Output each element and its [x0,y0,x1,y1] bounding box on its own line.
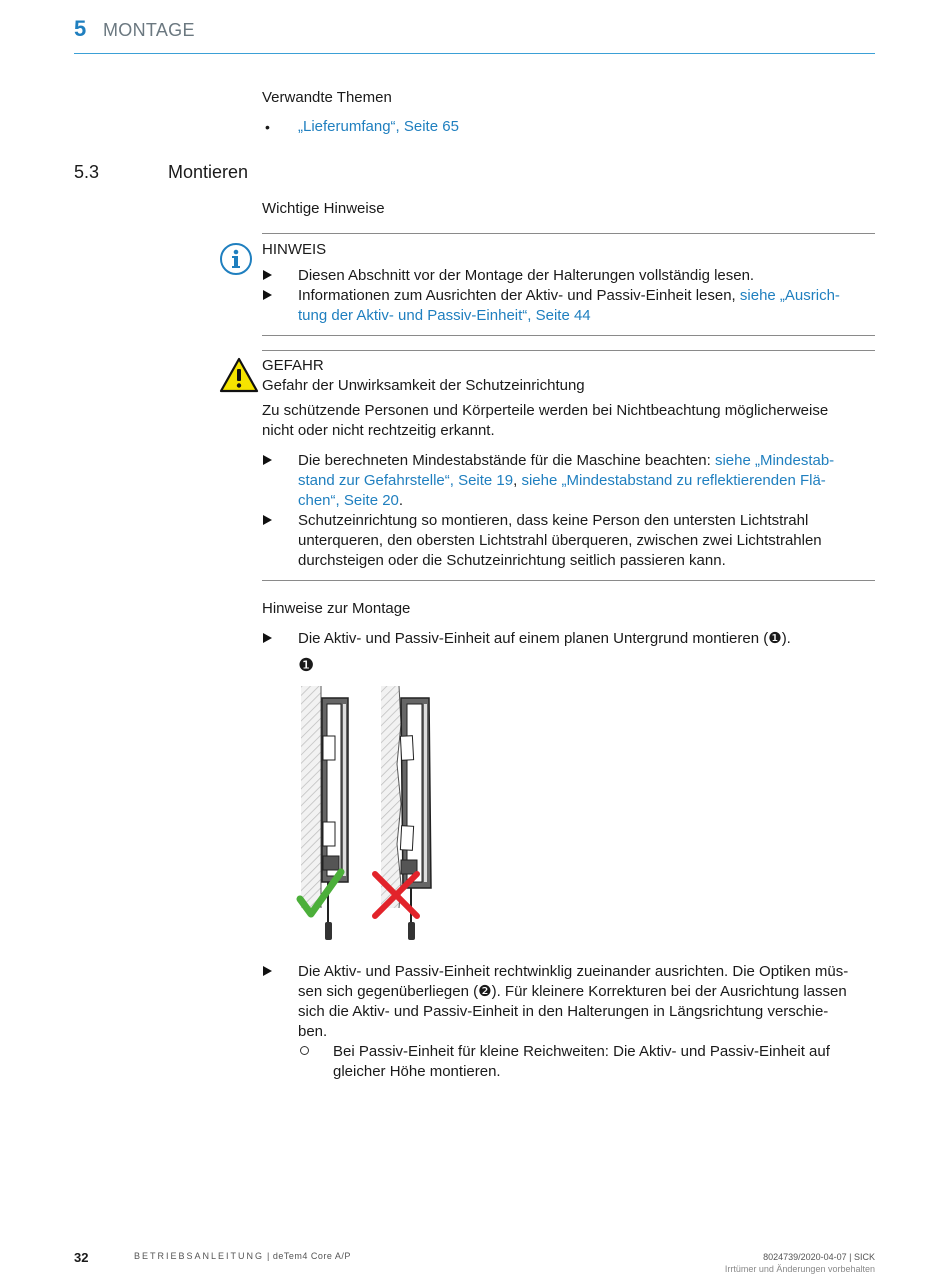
danger-description-line-2: nicht oder nicht rechtzeitig erkannt. [262,422,495,439]
notice-link-alignment-cont[interactable]: tung der Aktiv- und Passiv-Einheit“, Seite 44 [298,307,591,324]
related-link-lieferumfang[interactable]: „Lieferumfang“, Seite 65 [298,118,459,135]
danger-bottom-rule [262,580,875,581]
chapter-number: 5 [74,16,87,41]
section-title: Montieren [168,162,249,182]
notice-label: HINWEIS [262,241,327,258]
separator: , [513,472,522,489]
related-topics-heading: Verwandte Themen [262,89,392,106]
footer-disclaimer: Irrtümer und Änderungen vorbehalten [724,1264,875,1274]
footer-doc-type: BETRIEBSANLEITUNG [134,1251,265,1261]
danger-label: GEFAHR [262,357,324,374]
danger-item-1-text: Die berechneten Mindestabstände für die Maschine beachten: [298,452,715,469]
notice-link-alignment[interactable]: siehe „Ausrich- [739,287,840,304]
link-reflektierende-flaechen[interactable]: siehe „Mindestabstand zu reflektierenden Flä- [521,472,826,489]
link-mindestabstand[interactable]: siehe „Mindestab- [714,452,835,469]
notice-item-2 [298,286,840,306]
notice-bottom-rule [262,335,875,336]
section-number: 5.3 [74,162,100,182]
step-arrow-icon [263,515,272,525]
mounting-step-2-line-1: Die Aktiv- und Passiv-Einheit rechtwinklig zueinander ausrichten. Die Optiken müs- [298,963,849,980]
footer-doc-info [134,1251,351,1261]
danger-item-1-line-1 [298,451,834,471]
step-arrow-icon [263,290,272,300]
footer-right [725,1251,875,1275]
bullet-dot: • [265,119,270,135]
danger-item-1-line-2 [298,471,826,491]
step-arrow-icon [263,455,272,465]
danger-item-1-line-3 [298,491,403,511]
mounting-step-2-line-4: ben. [298,1023,328,1040]
figure-marker-1: ❶ [298,655,315,675]
period: . [398,492,404,509]
cross-icon [375,874,417,916]
notice-item-2-text: Informationen zum Ausrichten der Aktiv- und Passiv-Einheit lesen, [298,287,740,304]
mounting-step-2-line-3: sich die Aktiv- und Passiv-Einheit in den Halterungen in Längsrichtung verschie- [298,1003,829,1020]
danger-description-line-1: Zu schützende Personen und Körperteile werden bei Nichtbeachtung möglicherweise [262,402,829,419]
mounting-sub-line-2: gleicher Höhe montieren. [333,1063,501,1080]
link-reflektierende-flaechen-cont[interactable]: chen“, Seite 20 [298,492,399,509]
mounting-sub-line-1: Bei Passiv-Einheit für kleine Reichweiten: Die Aktiv- und Passiv-Einheit auf [333,1043,830,1060]
danger-item-2-line-3: durchsteigen oder die Schutzeinrichtung seitlich passieren kann. [298,552,726,569]
sub-bullet-circle [300,1046,309,1055]
mounting-heading: Hinweise zur Montage [262,600,411,617]
important-notes-heading: Wichtige Hinweise [262,200,385,217]
danger-item-2-line-2: unterqueren, den obersten Lichtstrahl überqueren, zwischen zwei Lichtstrahlen [298,532,822,549]
footer-product: | deTem4 Core A/P [264,1251,351,1261]
notice-top-rule [262,233,875,234]
info-icon [219,242,253,276]
step-arrow-icon [263,966,272,976]
step-arrow-icon [263,270,272,280]
link-gefahrstelle[interactable]: stand zur Gefahrstelle“, Seite 19 [298,472,514,489]
mounting-step-2-line-2: sen sich gegenüberliegen (❷). Für kleinere Korrekturen bei der Ausrichtung lassen [298,983,847,1000]
checkmark-icon [300,868,345,918]
warning-triangle-icon [219,357,259,393]
header-divider [74,53,875,54]
step-arrow-icon [263,633,272,643]
danger-top-rule [262,350,875,351]
danger-subtitle: Gefahr der Unwirksamkeit der Schutzeinrichtung [262,377,585,394]
mounting-step-1: Die Aktiv- und Passiv-Einheit auf einem planen Untergrund montieren (❶). [298,630,791,647]
footer-doc-id: 8024739/2020-04-07 | SICK [763,1252,875,1262]
chapter-title: MONTAGE [103,20,195,40]
page-number: 32 [74,1250,89,1265]
danger-item-2-line-1: Schutzeinrichtung so montieren, dass keine Person den untersten Lichtstrahl [298,512,809,529]
notice-item-1: Diesen Abschnitt vor der Montage der Halterungen vollständig lesen. [298,267,755,284]
